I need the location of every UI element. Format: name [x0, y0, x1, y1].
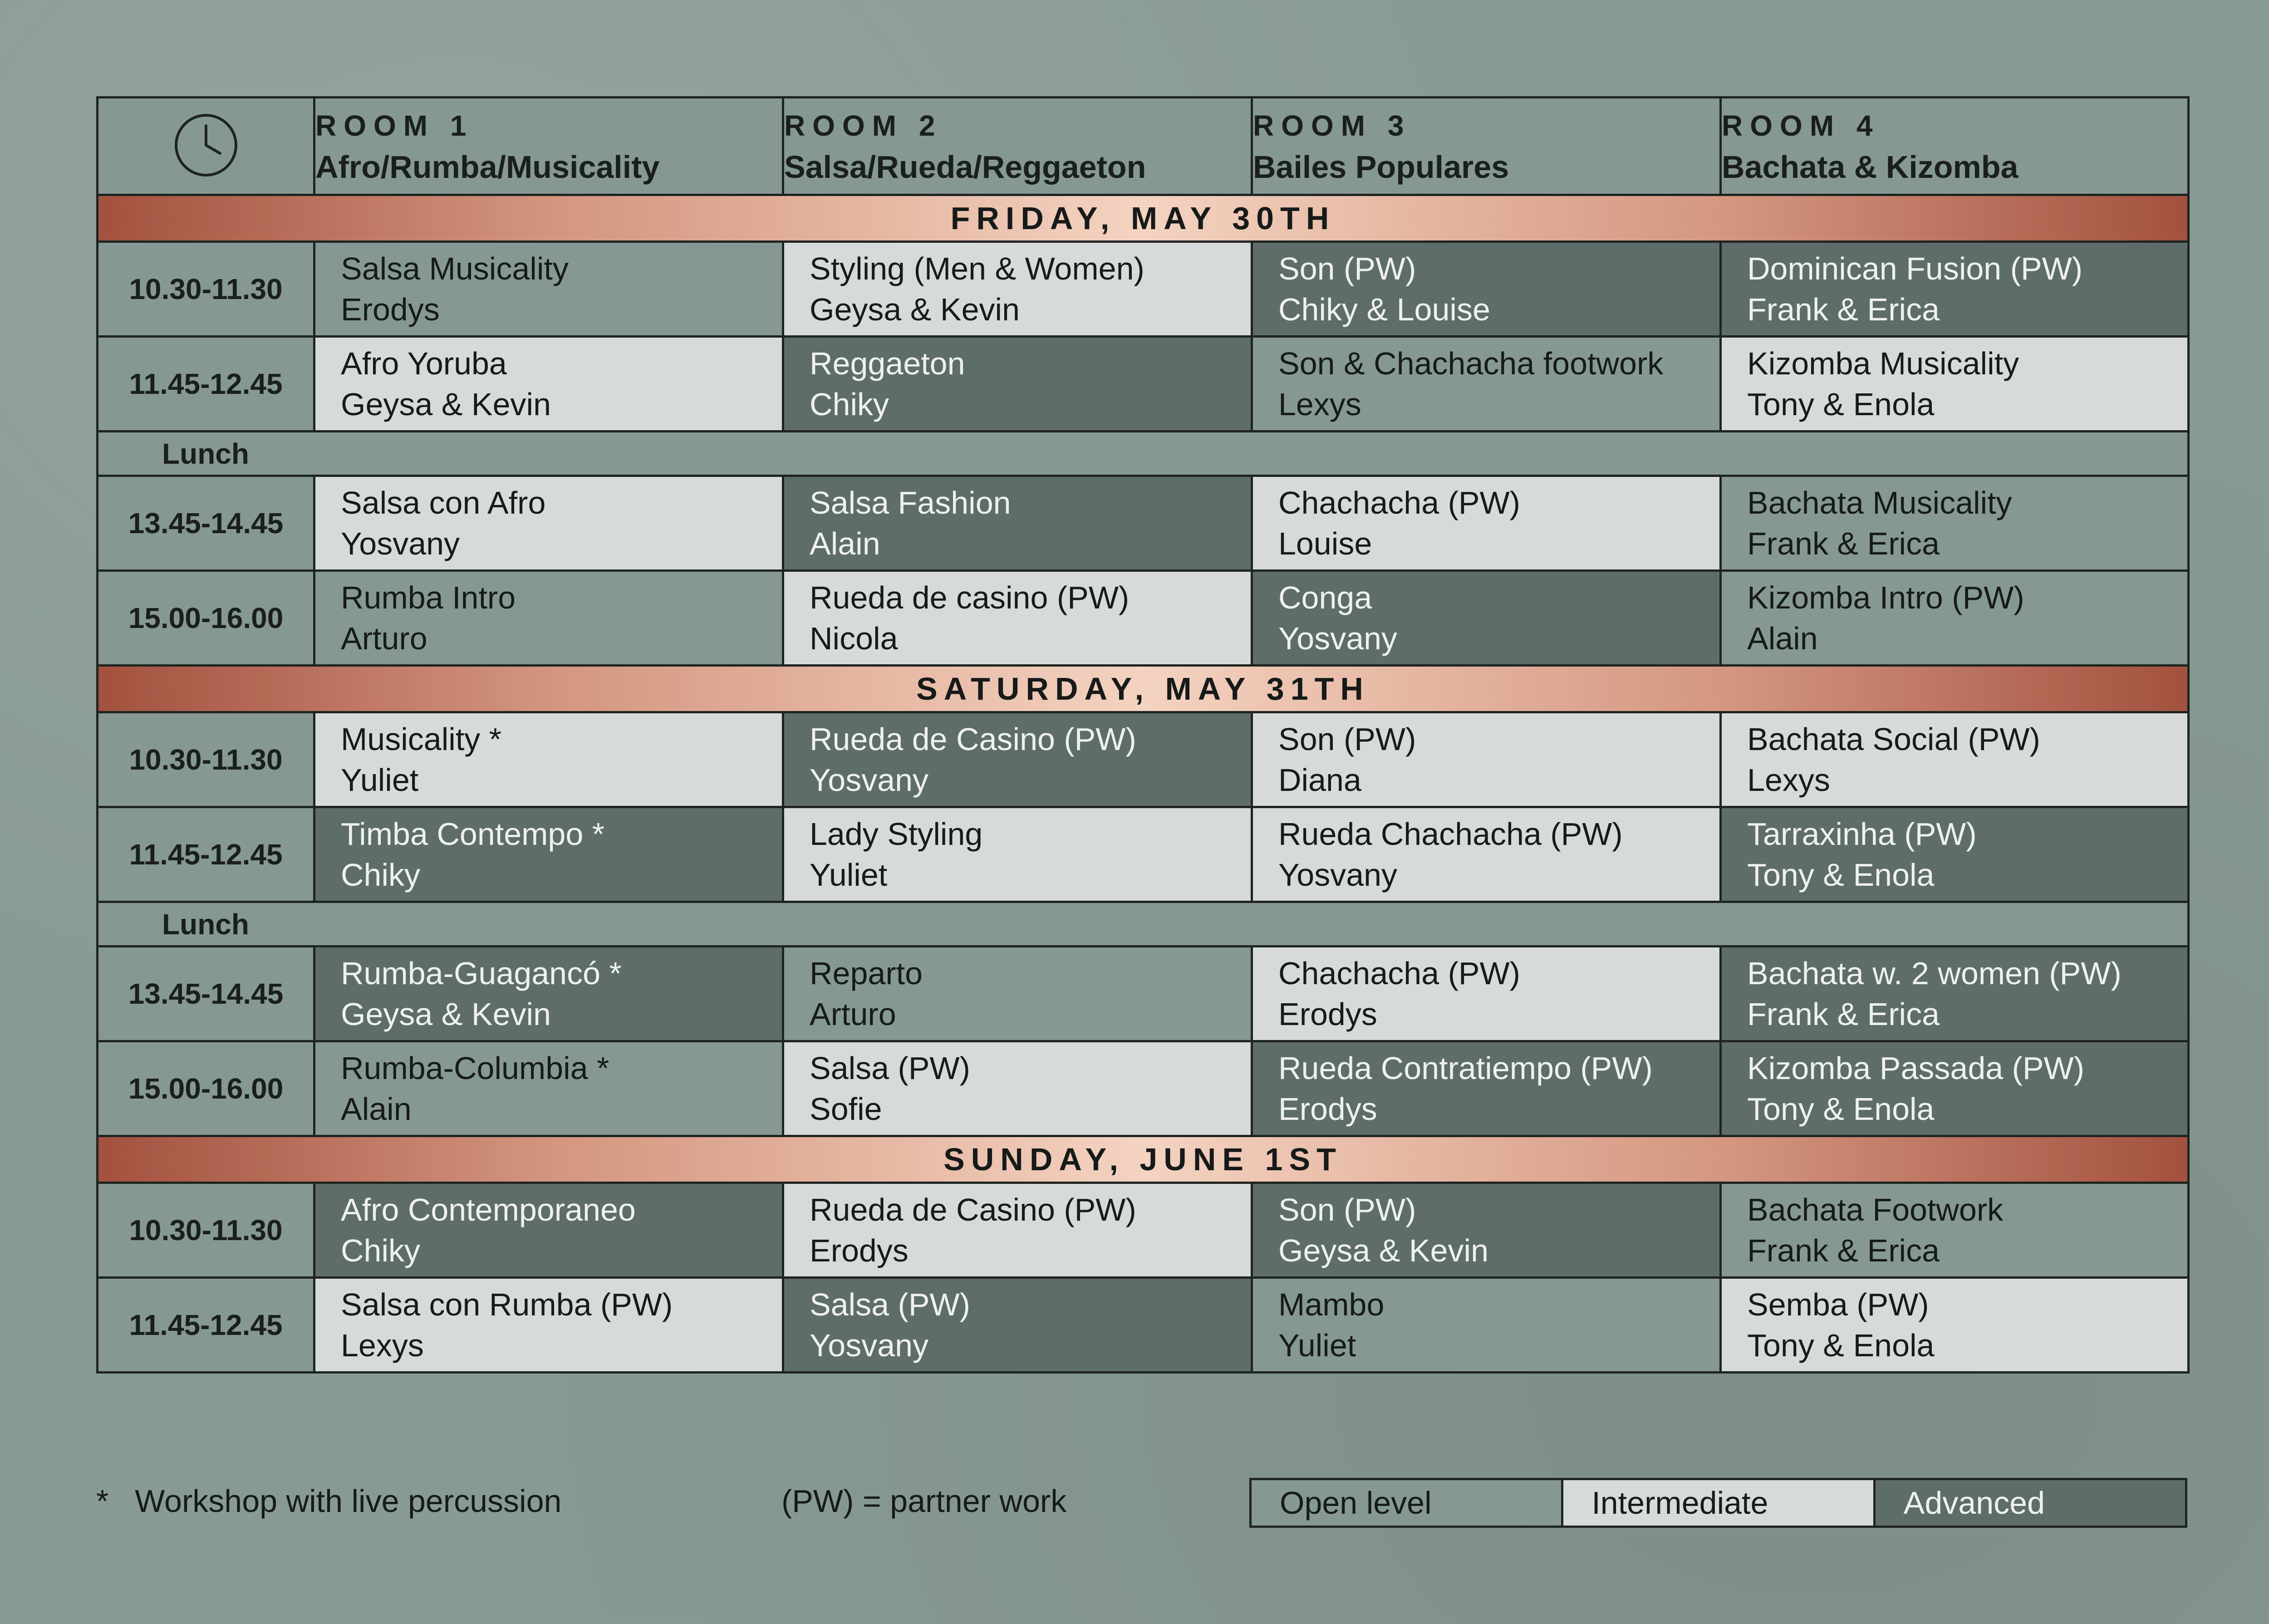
class-title: Salsa Musicality [341, 251, 569, 286]
class-title: Kizomba Intro (PW) [1747, 580, 2024, 615]
class-title: Kizomba Musicality [1747, 346, 2019, 381]
time-slot: 10.30-11.30 [98, 242, 314, 337]
class-title: Lady Styling [810, 816, 983, 852]
time-slot-row [98, 1278, 2189, 1373]
class-title: Afro Contemporaneo [341, 1192, 636, 1227]
class-title: Bachata w. 2 women (PW) [1747, 956, 2122, 991]
class-teacher: Sofie [810, 1091, 882, 1127]
class-title: Son (PW) [1278, 1192, 1416, 1227]
class-teacher: Erodys [810, 1233, 909, 1268]
class-teacher: Alain [341, 1091, 412, 1127]
class-cell [314, 337, 783, 432]
class-cell [1721, 337, 2189, 432]
time-slot-row [98, 807, 2189, 902]
class-cell [1252, 712, 1721, 807]
class-teacher: Arturo [341, 621, 427, 656]
time-slot-row [98, 571, 2189, 666]
class-teacher: Chiky & Louise [1278, 292, 1490, 327]
asterisk-note-text: Workshop with live percussion [135, 1483, 562, 1519]
class-teacher: Yuliet [341, 762, 419, 798]
time-slot: 11.45-12.45 [98, 337, 314, 432]
class-title: Dominican Fusion (PW) [1747, 251, 2083, 286]
class-cell [783, 337, 1252, 432]
class-teacher: Chiky [341, 1233, 421, 1268]
class-teacher: Erodys [341, 292, 440, 327]
time-slot: 13.45-14.45 [98, 947, 314, 1041]
class-title: Chachacha (PW) [1278, 956, 1520, 991]
header-row [98, 98, 2189, 195]
class-title: Rueda Chachacha (PW) [1278, 816, 1623, 852]
lunch-label: Lunch [98, 432, 2189, 476]
class-cell [314, 1041, 783, 1136]
legend-open-level: Open level [1252, 1480, 1561, 1526]
class-title: Salsa con Rumba (PW) [341, 1287, 673, 1322]
class-cell [1252, 947, 1721, 1041]
asterisk-note [96, 1483, 561, 1519]
clock-header-cell [98, 98, 314, 195]
room-theme: Afro/Rumba/Musicality [315, 149, 660, 185]
class-cell [314, 712, 783, 807]
class-title: Bachata Musicality [1747, 485, 2012, 520]
class-teacher: Geysa & Kevin [341, 996, 551, 1032]
time-slot: 11.45-12.45 [98, 1278, 314, 1373]
time-slot: 13.45-14.45 [98, 476, 314, 571]
time-slot-row [98, 712, 2189, 807]
room-header [1252, 98, 1721, 195]
class-title: Rumba Intro [341, 580, 516, 615]
class-cell [1721, 242, 2189, 337]
class-cell [314, 947, 783, 1041]
class-teacher: Erodys [1278, 1091, 1377, 1127]
class-cell [1721, 1183, 2189, 1278]
day-title: FRIDAY, MAY 30TH [98, 195, 2189, 242]
class-cell [1252, 807, 1721, 902]
class-teacher: Louise [1278, 526, 1372, 561]
class-title: Rumba-Guagancó * [341, 956, 622, 991]
class-title: Reparto [810, 956, 923, 991]
class-title: Salsa con Afro [341, 485, 546, 520]
class-title: Chachacha (PW) [1278, 485, 1520, 520]
class-cell [314, 571, 783, 666]
class-cell [1721, 1041, 2189, 1136]
class-title: Salsa Fashion [810, 485, 1011, 520]
class-teacher: Chiky [810, 387, 889, 422]
clock-icon [173, 112, 239, 178]
class-teacher: Tony & Enola [1747, 1328, 1935, 1363]
class-title: Reggaeton [810, 346, 965, 381]
class-teacher: Frank & Erica [1747, 996, 1940, 1032]
class-teacher: Frank & Erica [1747, 292, 1940, 327]
class-cell [783, 1278, 1252, 1373]
class-cell [783, 242, 1252, 337]
class-cell [1721, 712, 2189, 807]
class-title: Kizomba Passada (PW) [1747, 1050, 2085, 1086]
class-teacher: Tony & Enola [1747, 387, 1935, 422]
room-number: ROOM 4 [1722, 109, 1880, 142]
lunch-label: Lunch [98, 902, 2189, 947]
class-title: Salsa (PW) [810, 1287, 970, 1322]
room-header [783, 98, 1252, 195]
room-number: ROOM 2 [784, 109, 943, 142]
class-cell [1721, 1278, 2189, 1373]
class-cell [1252, 242, 1721, 337]
class-teacher: Geysa & Kevin [810, 292, 1020, 327]
day-title: SATURDAY, MAY 31TH [98, 666, 2189, 712]
class-title: Son (PW) [1278, 721, 1416, 757]
day-title: SUNDAY, JUNE 1ST [98, 1136, 2189, 1183]
class-title: Rueda de Casino (PW) [810, 1192, 1136, 1227]
class-cell [1252, 1183, 1721, 1278]
time-slot: 11.45-12.45 [98, 807, 314, 902]
class-cell [1252, 476, 1721, 571]
room-theme: Salsa/Rueda/Reggaeton [784, 149, 1146, 185]
legend-intermediate: Intermediate [1561, 1480, 1873, 1526]
class-title: Semba (PW) [1747, 1287, 1929, 1322]
class-title: Timba Contempo * [341, 816, 604, 852]
schedule-table [96, 96, 2190, 1374]
class-title: Bachata Social (PW) [1747, 721, 2040, 757]
class-teacher: Nicola [810, 621, 898, 656]
room-theme: Bachata & Kizomba [1722, 149, 2019, 185]
class-cell [1252, 1278, 1721, 1373]
class-cell [783, 1183, 1252, 1278]
time-slot: 15.00-16.00 [98, 1041, 314, 1136]
class-cell [314, 242, 783, 337]
time-slot: 10.30-11.30 [98, 712, 314, 807]
lunch-row [98, 902, 2189, 947]
class-teacher: Erodys [1278, 996, 1377, 1032]
time-slot-row [98, 1183, 2189, 1278]
class-title: Mambo [1278, 1287, 1385, 1322]
class-title: Afro Yoruba [341, 346, 507, 381]
room-theme: Bailes Populares [1253, 149, 1509, 185]
class-cell [1252, 1041, 1721, 1136]
class-cell [314, 807, 783, 902]
legend-advanced: Advanced [1873, 1480, 2185, 1526]
class-cell [783, 807, 1252, 902]
room-header [314, 98, 783, 195]
class-cell [1721, 807, 2189, 902]
class-title: Bachata Footwork [1747, 1192, 2004, 1227]
class-teacher: Frank & Erica [1747, 1233, 1940, 1268]
class-title: Rueda Contratiempo (PW) [1278, 1050, 1653, 1086]
class-title: Salsa (PW) [810, 1050, 970, 1086]
class-teacher: Arturo [810, 996, 896, 1032]
class-teacher: Yosvany [341, 526, 460, 561]
time-slot: 10.30-11.30 [98, 1183, 314, 1278]
class-title: Rueda de casino (PW) [810, 580, 1130, 615]
room-number: ROOM 1 [315, 109, 474, 142]
class-title: Rumba-Columbia * [341, 1050, 609, 1086]
class-title: Styling (Men & Women) [810, 251, 1144, 286]
class-teacher: Alain [1747, 621, 1818, 656]
day-banner [98, 666, 2189, 712]
class-teacher: Geysa & Kevin [1278, 1233, 1488, 1268]
class-teacher: Geysa & Kevin [341, 387, 551, 422]
class-cell [783, 1041, 1252, 1136]
class-cell [314, 1183, 783, 1278]
pw-note: (PW) = partner work [781, 1483, 1067, 1519]
time-slot-row [98, 242, 2189, 337]
class-cell [783, 712, 1252, 807]
class-cell [1721, 947, 2189, 1041]
time-slot-row [98, 1041, 2189, 1136]
class-title: Conga [1278, 580, 1372, 615]
class-title: Rueda de Casino (PW) [810, 721, 1136, 757]
time-slot-row [98, 476, 2189, 571]
class-teacher: Frank & Erica [1747, 526, 1940, 561]
class-cell [314, 476, 783, 571]
class-cell [314, 1278, 783, 1373]
time-slot: 15.00-16.00 [98, 571, 314, 666]
class-teacher: Yosvany [1278, 621, 1398, 656]
room-header [1721, 98, 2189, 195]
class-cell [783, 571, 1252, 666]
day-banner [98, 195, 2189, 242]
class-teacher: Tony & Enola [1747, 857, 1935, 893]
class-cell [1252, 571, 1721, 666]
class-cell [1721, 476, 2189, 571]
schedule-body [98, 195, 2189, 1373]
class-teacher: Lexys [1278, 387, 1361, 422]
class-teacher: Lexys [341, 1328, 424, 1363]
class-teacher: Yuliet [810, 857, 888, 893]
class-title: Son & Chachacha footwork [1278, 346, 1664, 381]
class-title: Son (PW) [1278, 251, 1416, 286]
class-teacher: Lexys [1747, 762, 1830, 798]
class-teacher: Yuliet [1278, 1328, 1356, 1363]
class-teacher: Yosvany [810, 762, 929, 798]
class-teacher: Yosvany [810, 1328, 929, 1363]
class-title: Tarraxinha (PW) [1747, 816, 1977, 852]
time-slot-row [98, 947, 2189, 1041]
time-slot-row [98, 337, 2189, 432]
class-title: Musicality * [341, 721, 501, 757]
class-teacher: Tony & Enola [1747, 1091, 1935, 1127]
asterisk-symbol: * [96, 1483, 109, 1519]
level-legend [1249, 1478, 2187, 1528]
day-banner [98, 1136, 2189, 1183]
class-teacher: Chiky [341, 857, 421, 893]
lunch-row [98, 432, 2189, 476]
room-number: ROOM 3 [1253, 109, 1411, 142]
class-cell [783, 476, 1252, 571]
class-cell [1252, 337, 1721, 432]
class-teacher: Alain [810, 526, 880, 561]
class-cell [1721, 571, 2189, 666]
class-teacher: Yosvany [1278, 857, 1398, 893]
class-cell [783, 947, 1252, 1041]
class-teacher: Diana [1278, 762, 1361, 798]
